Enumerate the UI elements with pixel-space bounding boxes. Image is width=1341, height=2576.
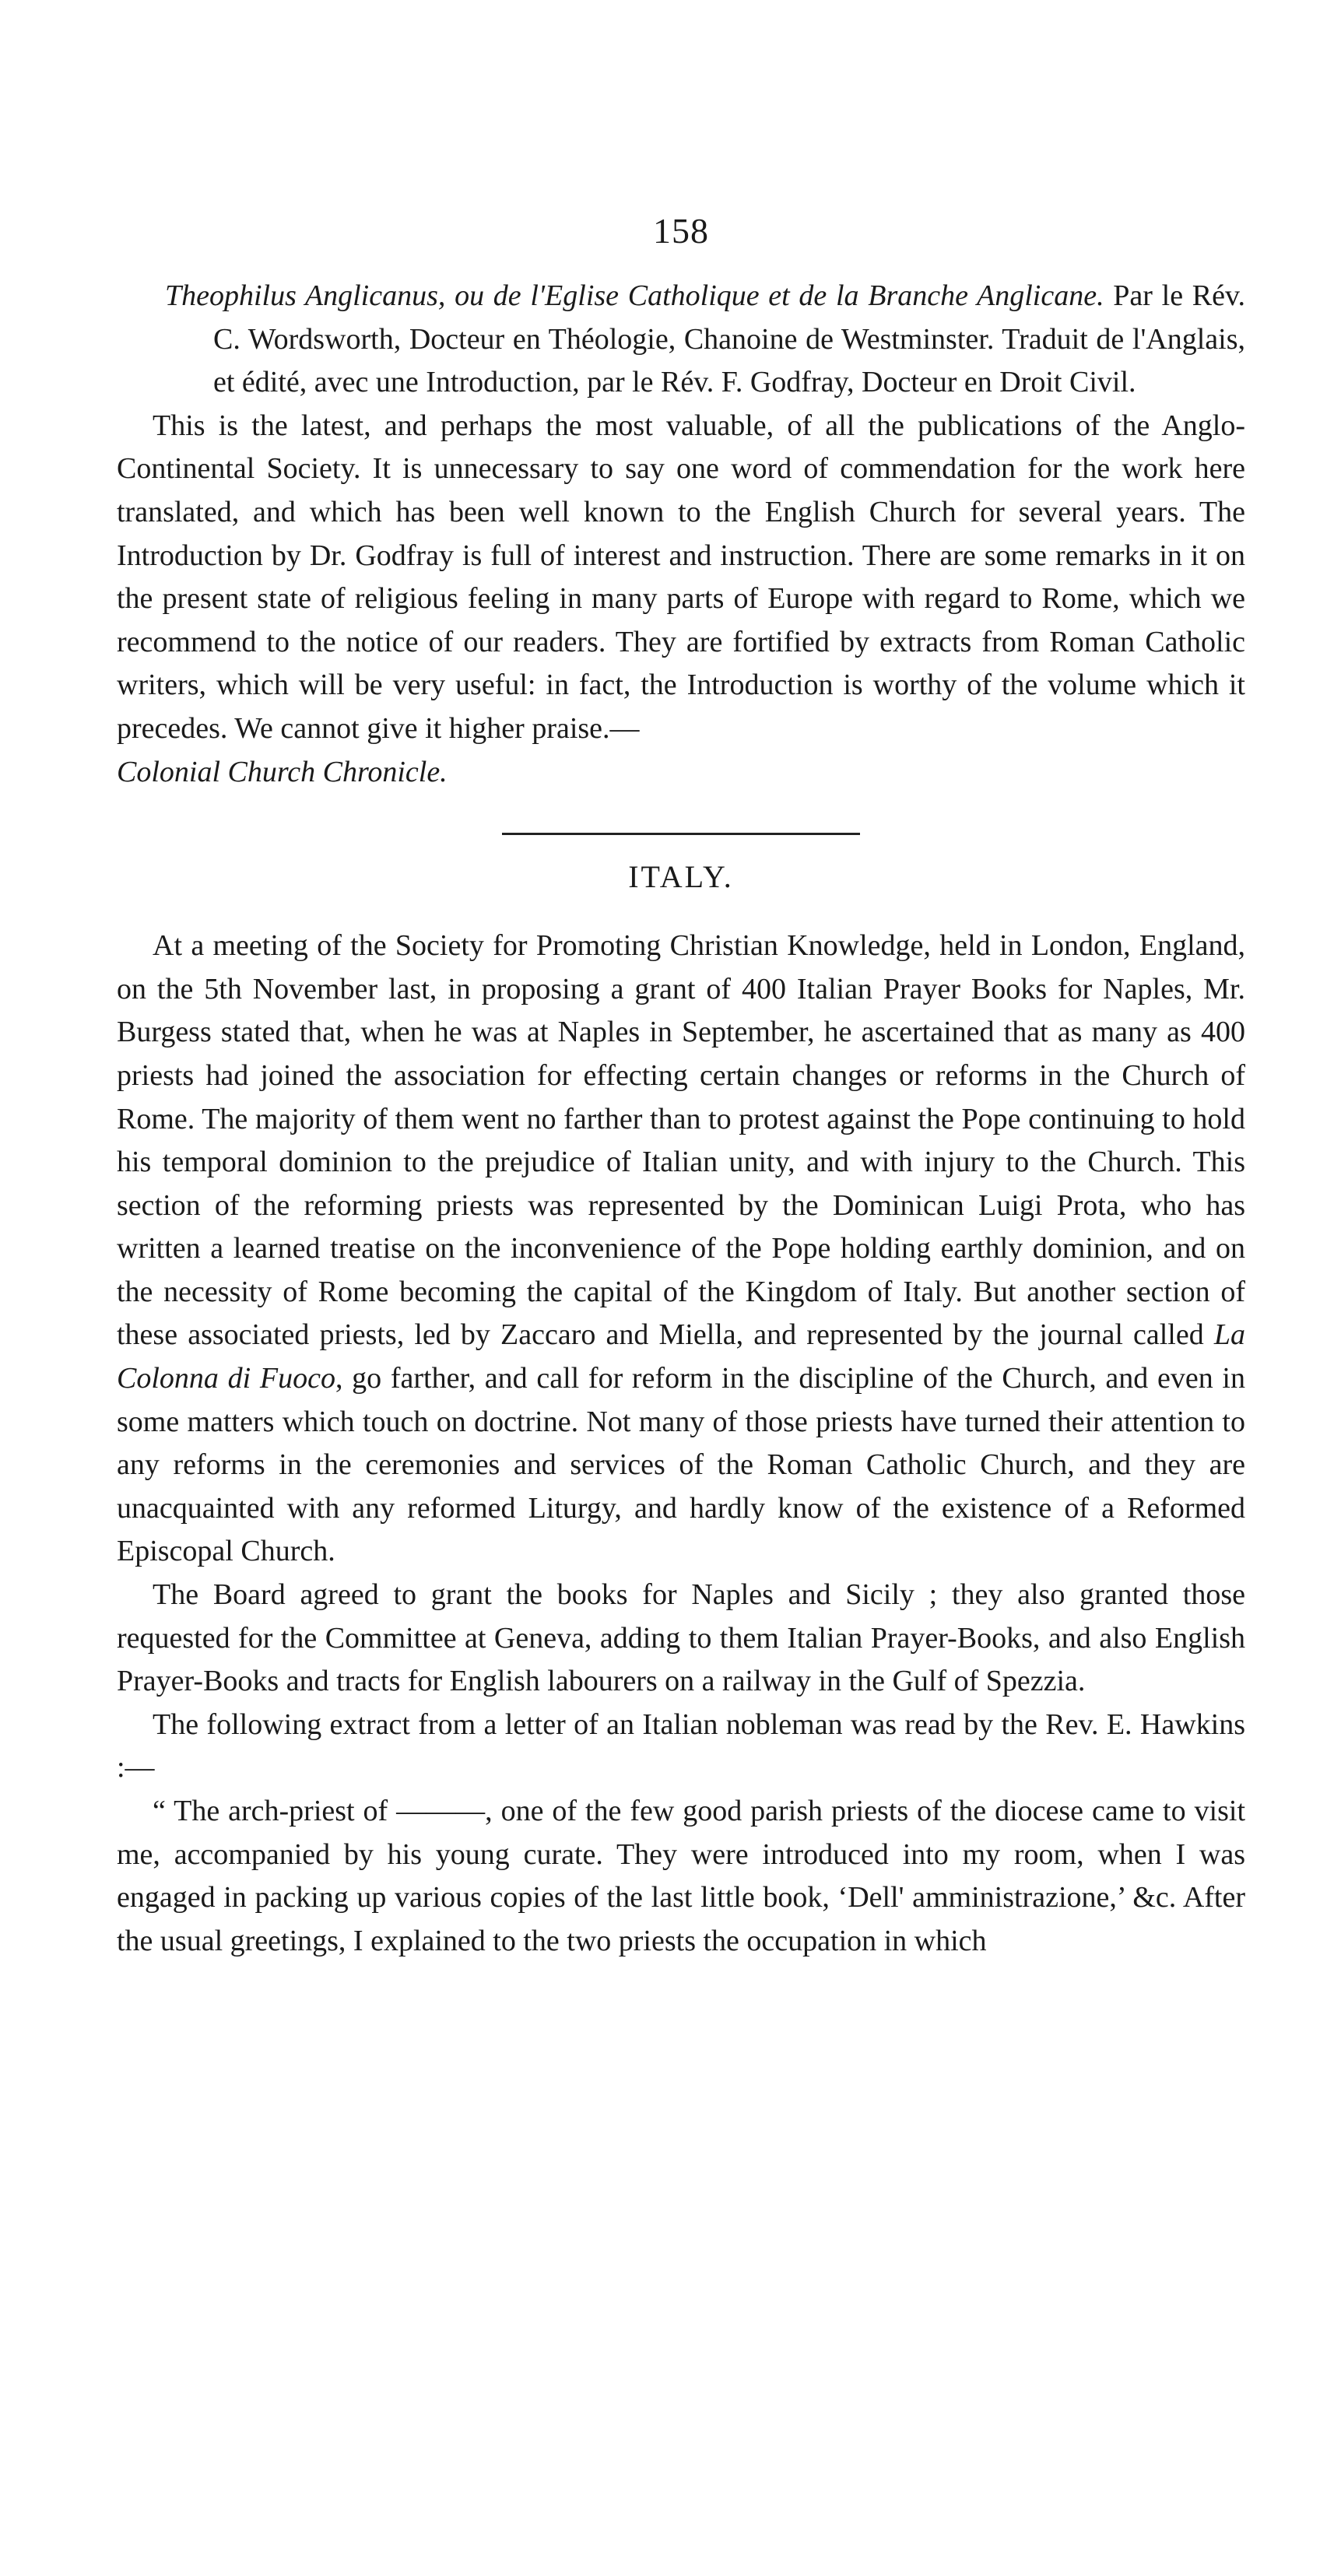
- journal-title: La Colonna di Fuoco: [117, 1318, 1245, 1395]
- review-body-text: This is the latest, and perhaps the most valuable, of all the publications of the Anglo-Continental Society. It is unnecessary to say one word of commendation for the work here translated, and which has been well known to the English Church for several years. The Introduction by Dr. Godfray is full of interest and instruction. There are some remarks in it on the present state of religious feeling in many parts of Europe with regard to Rome, which we recommend to the notice of our readers. They are fortified by extracts from Roman Catholic writers, which will be very useful: in fact, the Introduction is worthy of the volume which it precedes. We cannot give it higher praise.—: [117, 409, 1245, 745]
- page-number: 158: [653, 211, 709, 251]
- paragraph-meeting: [117, 925, 1245, 1574]
- review-source: Colonial Church Chronicle.: [117, 755, 448, 788]
- section-heading: ITALY.: [628, 859, 734, 895]
- paragraph-letter: “ The arch-priest of ———, one of the few good parish priests of the diocese came to visit me, accompanied by his young curate. They were introduced into my room, when I was engaged in packing up various copies of the last little book, ‘Dell' amministrazione,’ &c. After the usual greetings, I explained to the two priests the occupation in which: [117, 1795, 1245, 1957]
- paragraph-meeting-text-b: , go farther, and call for reform in the discipline of the Church, and even in some matters which touch on doctrine. Not many of those priests have turned their attention to any reforms in the ceremonies and services of the Roman Catholic Church, and they are unacquainted with any reformed Liturgy, and hardly know of the existence of a Reformed Episcopal Church.: [117, 1362, 1245, 1568]
- review-citation-details: Par le Rév. C. Wordsworth, Docteur en Théologie, Chanoine de Westminster. Traduit de l'Anglais, et édité, avec une Introduction, par le Rév. F. Godfray, Docteur en Droit Civil.: [213, 279, 1245, 399]
- section-divider: [502, 833, 860, 835]
- review-body: [117, 405, 1245, 794]
- review-title: Theophilus Anglicanus, ou de l'Eglise Catholique et de la Branche Anglicane.: [165, 279, 1104, 312]
- review-citation: [165, 275, 1245, 405]
- page: [117, 210, 1245, 1963]
- paragraph-board: The Board agreed to grant the books for Naples and Sicily ; they also granted those requested for the Committee at Geneva, adding to them Italian Prayer-Books, and also English Prayer-Books and tracts for English labourers on a railway in the Gulf of Spezzia.: [117, 1578, 1245, 1698]
- paragraph-meeting-text-a: At a meeting of the Society for Promoting Christian Knowledge, held in London, England, on the 5th November last, in proposing a grant of 400 Italian Prayer Books for Naples, Mr. Burgess stated that, when he was at Naples in September, he ascertained that as many as 400 priests had joined the association for effecting certain changes or reforms in the Church of Rome. The majority of them went no farther than to protest against the Pope continuing to hold his temporal dominion to the prejudice of Italian unity, and with injury to the Church. This section of the reforming priests was represented by the Dominican Luigi Prota, who has written a learned treatise on the inconvenience of the Pope holding earthly dominion, and on the necessity of Rome becoming the capital of the Kingdom of Italy. But another section of these associated priests, led by Zaccaro and Miella, and represented by the journal called: [117, 929, 1245, 1352]
- paragraph-extract-intro: The following extract from a letter of an Italian nobleman was read by the Rev. E. Hawkins :—: [117, 1707, 1245, 1785]
